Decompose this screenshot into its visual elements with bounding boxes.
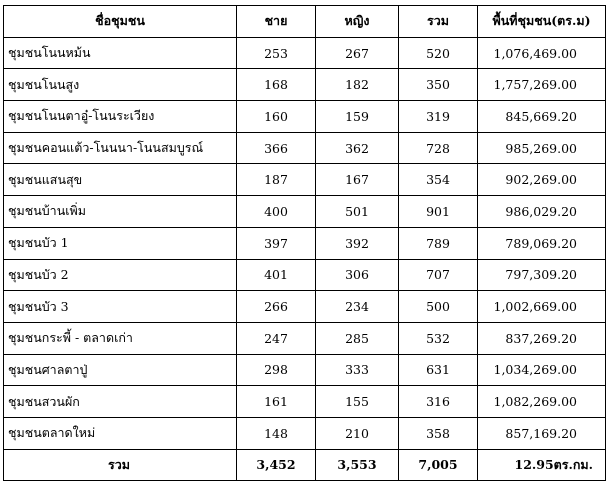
total-area-cell: 12.95ตร.กม. bbox=[478, 449, 606, 481]
grand-total-cell: 7,005 bbox=[399, 449, 478, 481]
female-count-cell: 159 bbox=[316, 101, 399, 133]
male-count-cell: 168 bbox=[237, 69, 316, 101]
female-count-cell: 362 bbox=[316, 132, 399, 164]
table-row bbox=[4, 132, 606, 164]
area-cell: 1,034,269.00 bbox=[478, 354, 606, 386]
community-name-cell: ชุมชนบัว 1 bbox=[4, 227, 237, 259]
male-count-cell: 266 bbox=[237, 291, 316, 323]
total-label-cell: รวม bbox=[4, 449, 237, 481]
community-name-cell: ชุมชนบัว 3 bbox=[4, 291, 237, 323]
header-area: พื้นที่ชุมชน(ตร.ม) bbox=[478, 6, 606, 38]
table-row bbox=[4, 227, 606, 259]
community-name-cell: ชุมชนตลาดใหม่ bbox=[4, 417, 237, 449]
table-row bbox=[4, 164, 606, 196]
header-total: รวม bbox=[399, 6, 478, 38]
table-row bbox=[4, 196, 606, 228]
total-count-cell: 319 bbox=[399, 101, 478, 133]
total-count-cell: 789 bbox=[399, 227, 478, 259]
table-row bbox=[4, 291, 606, 323]
area-cell: 1,002,669.00 bbox=[478, 291, 606, 323]
area-cell: 857,169.20 bbox=[478, 417, 606, 449]
table-row bbox=[4, 69, 606, 101]
female-count-cell: 333 bbox=[316, 354, 399, 386]
male-count-cell: 160 bbox=[237, 101, 316, 133]
female-count-cell: 267 bbox=[316, 37, 399, 69]
table-row bbox=[4, 386, 606, 418]
female-count-cell: 182 bbox=[316, 69, 399, 101]
header-community-name: ชื่อชุมชน bbox=[4, 6, 237, 38]
table-body bbox=[4, 37, 606, 481]
community-name-cell: ชุมชนบัว 2 bbox=[4, 259, 237, 291]
male-count-cell: 253 bbox=[237, 37, 316, 69]
total-count-cell: 500 bbox=[399, 291, 478, 323]
community-name-cell: ชุมชนสวนผัก bbox=[4, 386, 237, 418]
total-male-cell: 3,452 bbox=[237, 449, 316, 481]
female-count-cell: 392 bbox=[316, 227, 399, 259]
male-count-cell: 397 bbox=[237, 227, 316, 259]
community-name-cell: ชุมชนศาลตาปู่ bbox=[4, 354, 237, 386]
female-count-cell: 306 bbox=[316, 259, 399, 291]
table-row bbox=[4, 37, 606, 69]
community-population-table bbox=[3, 5, 606, 481]
female-count-cell: 234 bbox=[316, 291, 399, 323]
table-row bbox=[4, 101, 606, 133]
area-cell: 985,269.00 bbox=[478, 132, 606, 164]
header-row bbox=[4, 6, 606, 38]
header-female: หญิง bbox=[316, 6, 399, 38]
female-count-cell: 285 bbox=[316, 322, 399, 354]
table-row bbox=[4, 354, 606, 386]
female-count-cell: 210 bbox=[316, 417, 399, 449]
table-row bbox=[4, 417, 606, 449]
community-name-cell: ชุมชนโนนตาอู๋-โนนระเวียง bbox=[4, 101, 237, 133]
total-count-cell: 728 bbox=[399, 132, 478, 164]
community-name-cell: ชุมชนโนนหม้น bbox=[4, 37, 237, 69]
community-name-cell: ชุมชนคอนแต้ว-โนนนา-โนนสมบูรณ์ bbox=[4, 132, 237, 164]
male-count-cell: 247 bbox=[237, 322, 316, 354]
area-cell: 986,029.20 bbox=[478, 196, 606, 228]
total-count-cell: 707 bbox=[399, 259, 478, 291]
area-cell: 1,076,469.00 bbox=[478, 37, 606, 69]
table-row bbox=[4, 259, 606, 291]
total-count-cell: 520 bbox=[399, 37, 478, 69]
female-count-cell: 167 bbox=[316, 164, 399, 196]
male-count-cell: 161 bbox=[237, 386, 316, 418]
male-count-cell: 400 bbox=[237, 196, 316, 228]
total-count-cell: 901 bbox=[399, 196, 478, 228]
male-count-cell: 148 bbox=[237, 417, 316, 449]
community-name-cell: ชุมชนกระพี้ - ตลาดเก่า bbox=[4, 322, 237, 354]
area-cell: 837,269.20 bbox=[478, 322, 606, 354]
total-count-cell: 532 bbox=[399, 322, 478, 354]
total-count-cell: 350 bbox=[399, 69, 478, 101]
header-male: ชาย bbox=[237, 6, 316, 38]
male-count-cell: 366 bbox=[237, 132, 316, 164]
male-count-cell: 298 bbox=[237, 354, 316, 386]
total-female-cell: 3,553 bbox=[316, 449, 399, 481]
total-count-cell: 358 bbox=[399, 417, 478, 449]
area-cell: 1,757,269.00 bbox=[478, 69, 606, 101]
male-count-cell: 401 bbox=[237, 259, 316, 291]
area-cell: 902,269.00 bbox=[478, 164, 606, 196]
table-row bbox=[4, 322, 606, 354]
total-count-cell: 631 bbox=[399, 354, 478, 386]
area-cell: 797,309.20 bbox=[478, 259, 606, 291]
total-row bbox=[4, 449, 606, 481]
community-name-cell: ชุมชนโนนสูง bbox=[4, 69, 237, 101]
female-count-cell: 155 bbox=[316, 386, 399, 418]
area-cell: 789,069.20 bbox=[478, 227, 606, 259]
female-count-cell: 501 bbox=[316, 196, 399, 228]
area-cell: 845,669.20 bbox=[478, 101, 606, 133]
total-count-cell: 316 bbox=[399, 386, 478, 418]
male-count-cell: 187 bbox=[237, 164, 316, 196]
community-name-cell: ชุมชนแสนสุข bbox=[4, 164, 237, 196]
area-cell: 1,082,269.00 bbox=[478, 386, 606, 418]
total-count-cell: 354 bbox=[399, 164, 478, 196]
community-name-cell: ชุมชนบ้านเพิ่ม bbox=[4, 196, 237, 228]
